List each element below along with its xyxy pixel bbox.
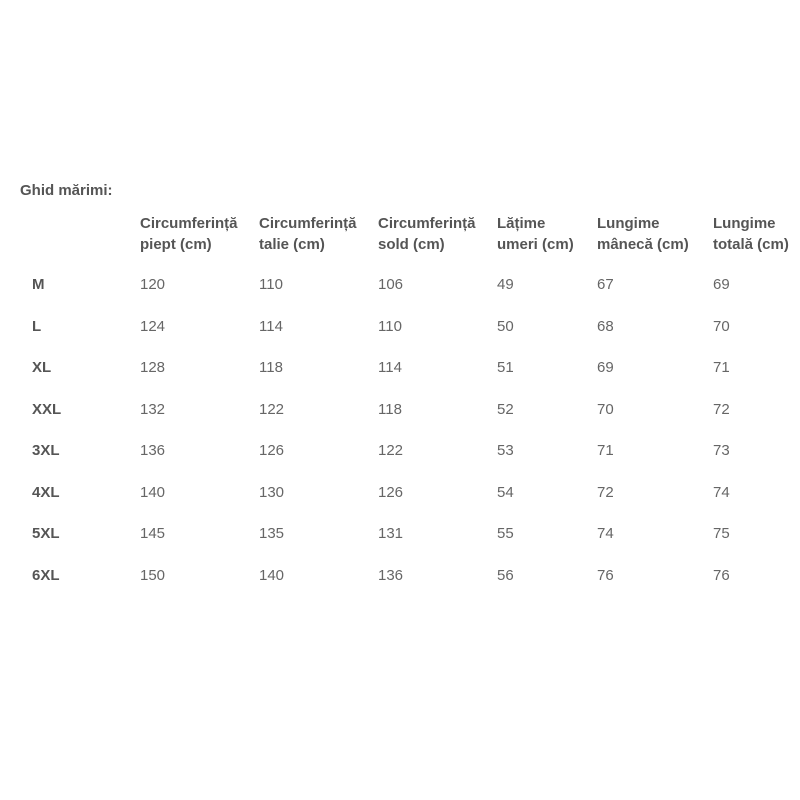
column-header-line2: umeri (cm) — [497, 236, 574, 253]
table-cell: 52 — [497, 400, 514, 418]
table-cell: 71 — [713, 359, 730, 376]
column-header — [497, 213, 574, 255]
table-cell: 135 — [259, 525, 285, 542]
table-cell: 126 — [259, 442, 285, 459]
column-header-line1: Lungime — [597, 215, 660, 232]
table-cell: 51 — [497, 359, 514, 376]
table-cell: 145 — [140, 525, 166, 542]
size-label: 5XL — [32, 525, 60, 542]
column-header-line1: Circumferință — [259, 215, 357, 232]
table-cell: 75 — [713, 525, 730, 542]
table-cell: 110 — [378, 317, 402, 335]
table-cell: 132 — [140, 400, 166, 418]
table-cell: 53 — [497, 442, 514, 459]
size-label: M — [32, 276, 45, 293]
table-cell: 131 — [378, 525, 404, 542]
table-cell: 140 — [140, 483, 166, 501]
column-header — [140, 213, 238, 255]
table-cell: 69 — [597, 359, 614, 376]
table-cell: 56 — [497, 566, 514, 584]
table-cell: 71 — [597, 442, 614, 459]
table-cell: 140 — [259, 566, 285, 584]
table-cell: 118 — [259, 359, 283, 376]
table-cell: 73 — [713, 442, 730, 459]
table-cell: 128 — [140, 359, 166, 376]
table-cell: 54 — [497, 483, 514, 501]
column-header-line1: Lungime — [713, 215, 776, 232]
table-cell: 122 — [378, 442, 404, 459]
size-label: 6XL — [32, 566, 60, 584]
table-cell: 106 — [378, 276, 404, 293]
table-cell: 49 — [497, 276, 514, 293]
table-cell: 76 — [713, 566, 730, 584]
table-cell: 124 — [140, 317, 166, 335]
size-guide-title: Ghid mărimi: — [20, 182, 113, 199]
table-cell: 118 — [378, 400, 402, 418]
column-header — [378, 213, 476, 255]
table-cell: 120 — [140, 276, 166, 293]
column-header-line1: Circumferință — [140, 215, 238, 232]
table-cell: 136 — [140, 442, 166, 459]
column-header-line2: sold (cm) — [378, 236, 445, 253]
table-cell: 126 — [378, 483, 404, 501]
table-cell: 70 — [713, 317, 730, 335]
table-cell: 76 — [597, 566, 614, 584]
table-cell: 72 — [713, 400, 730, 418]
table-cell: 114 — [378, 359, 402, 376]
table-cell: 130 — [259, 483, 285, 501]
column-header-line2: piept (cm) — [140, 236, 212, 253]
column-header — [597, 213, 689, 255]
table-cell: 110 — [259, 276, 283, 293]
table-cell: 55 — [497, 525, 514, 542]
table-cell: 69 — [713, 276, 730, 293]
column-header-line1: Circumferință — [378, 215, 476, 232]
table-cell: 136 — [378, 566, 404, 584]
size-label: XXL — [32, 400, 62, 418]
table-cell: 72 — [597, 483, 614, 501]
column-header — [259, 213, 357, 255]
size-label: 3XL — [32, 442, 60, 459]
table-cell: 74 — [713, 483, 730, 501]
table-cell: 122 — [259, 400, 285, 418]
column-header-line2: totală (cm) — [713, 236, 789, 253]
column-header-line2: talie (cm) — [259, 236, 325, 253]
table-cell: 50 — [497, 317, 514, 335]
table-cell: 67 — [597, 276, 614, 293]
size-label: XL — [32, 359, 52, 376]
table-cell: 114 — [259, 317, 283, 335]
size-label: L — [32, 317, 42, 335]
table-cell: 68 — [597, 317, 614, 335]
column-header — [713, 213, 789, 255]
column-header-line1: Lățime — [497, 215, 546, 232]
column-header-line2: mânecă (cm) — [597, 236, 689, 253]
table-cell: 70 — [597, 400, 614, 418]
size-label: 4XL — [32, 483, 60, 501]
table-cell: 150 — [140, 566, 166, 584]
table-cell: 74 — [597, 525, 614, 542]
